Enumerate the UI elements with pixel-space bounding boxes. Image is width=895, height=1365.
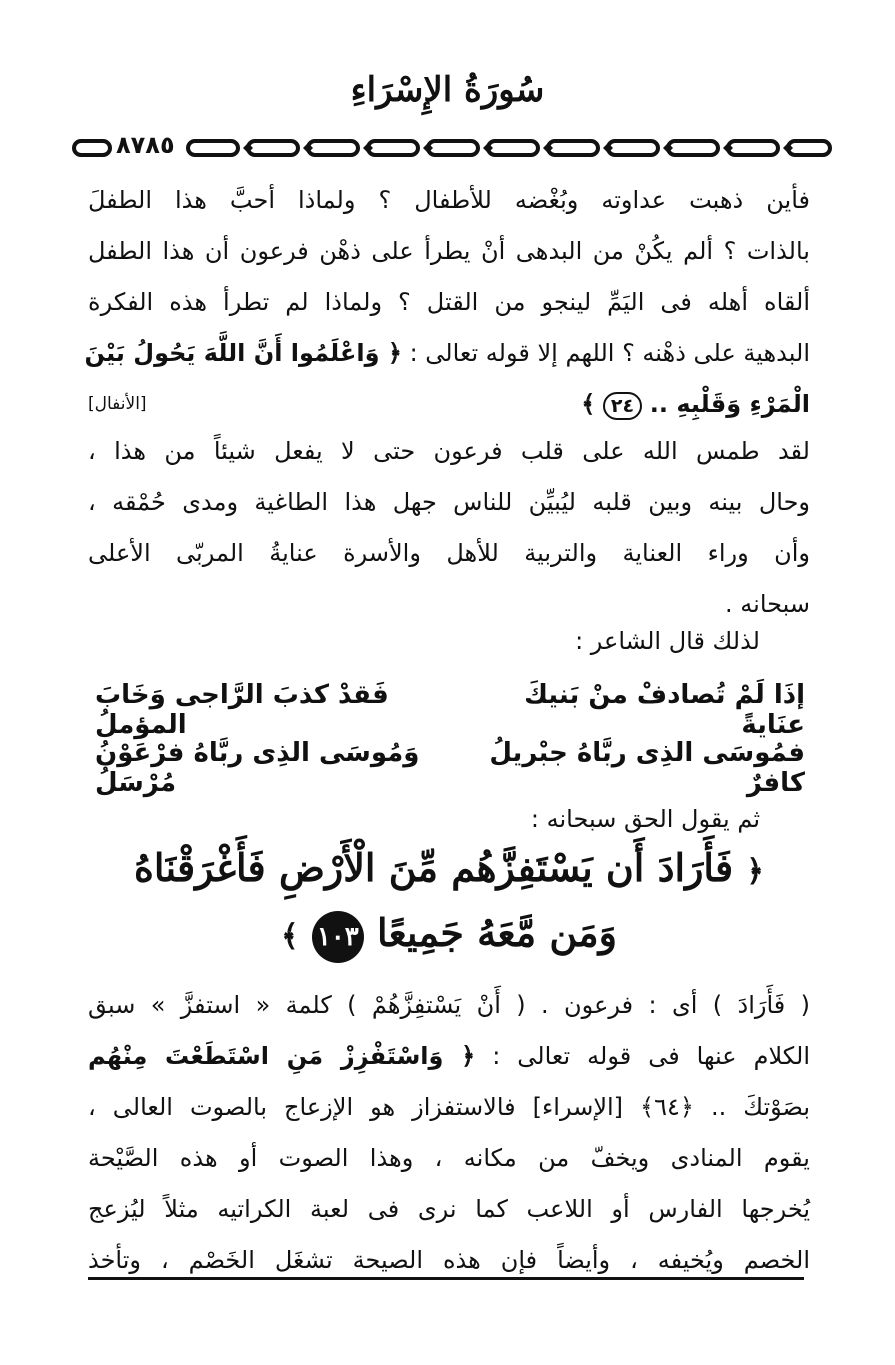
paragraph-line: وحال بينه وبين قلبه ليُبيِّن للناس جهل هذا الطاغية ومدى حُمْقه ، [88,488,810,516]
quran-verse-line [88,910,810,963]
hemistich-second: وَمُوسَى الذِى ربَّاهُ فرْعَوْنُ مُرْسَلُ [95,738,420,798]
quran-quote: ﴿ وَاسْتَفْزِزْ مَنِ اسْتَطَعْتَ مِنْهُم [88,1042,476,1070]
paragraph-line: الخصم ويُخيفه ، وأيضاً فإن هذه الصيحة تشغَل الخَصْم ، وتأخذ [88,1246,810,1274]
hemistich-first: فمُوسَى الذِى ربَّاهُ جبْريلُ كافرٌ [489,738,805,798]
ornament-close-icon: ﴾ [280,919,299,954]
footer-rule [88,1277,804,1280]
quran-quote: الْمَرْءِ وَقَلْبِهِ .. [649,390,810,418]
decorative-border [70,133,835,163]
paragraph-line: بالذات ؟ ألم يكُنْ من البدهى أنْ يطرأ على ذهْن فرعون أن هذا الطفل [88,237,810,265]
hemistich-second: فَقدْ كذبَ الرَّاجى وَخَابَ المؤملُ [95,680,389,740]
paragraph-line: بصَوْتكَ .. ﴿٦٤﴾ [الإسراء] فالاستفزاز هو الإزعاج بالصوت العالى ، [88,1093,811,1121]
paragraph-line: وأن وراء العناية والتربية للأهل والأسرة عنايةُ المربّى الأعلى [88,539,810,567]
verse-text: فَأَرَادَ أَن يَسْتَفِزَّهُم مِّنَ الْأَرْضِ فَأَغْرَقْنَاهُ [134,845,734,890]
paragraph-line: يقوم المنادى ويخفّ من مكانه ، وهذا الصوت أو هذه الصَّيْحة [88,1144,810,1172]
verse-text: وَمَن مَّعَهُ جَمِيعًا [377,910,618,955]
paragraph-line: ( فَأَرَادَ ) أى : فرعون . ( أَنْ يَسْتفِزَّهُمْ ) كلمة « استفزَّ » سبق [88,991,810,1019]
line-text: البدهية على ذهْنه ؟ اللهم إلا قوله تعالى : [409,339,810,367]
page-number: ٨٧٨٥ [112,131,179,159]
poem-verse [95,680,805,740]
ayah-number-badge: ٢٤ [603,392,642,420]
paragraph-line [84,328,810,379]
poem-intro: لذلك قال الشاعر : [575,627,760,655]
hemistich-first: إذَا لَمْ تُصادفْ منْ بَنيكَ عنَايةً [524,680,805,740]
paragraph-line [88,379,810,430]
paragraph-line: ألقاه أهله فى اليَمِّ لينجو من القتل ؟ ولماذا لم تطرأ هذه الفكرة [88,288,810,316]
paragraph-line: سبحانه . [725,590,810,618]
paragraph-line: يُخرجها الفارس أو اللاعب كما نرى فى لعبة الكراتيه مثلاً ليُزعج [88,1195,810,1223]
quran-verse-line [88,845,810,890]
paragraph-line [88,1031,810,1082]
poem-verse [95,738,805,798]
paragraph-line: فأين ذهبت عداوته وبُغْضه للأطفال ؟ ولماذا أحبَّ هذا الطفلَ [88,186,810,214]
paragraph-1 [84,175,810,430]
ayah-number-medallion: ١٠٣ [312,911,364,963]
quran-quote: ﴿ وَاعْلَمُوا أَنَّ اللَّهَ يَحُولُ بَيْنَ [84,339,402,367]
paragraph-2 [88,426,810,630]
line-text: الكلام عنها فى قوله تعالى : [492,1042,811,1070]
ornament-open-icon: ﴿ [746,854,764,889]
surah-title: سُورَةُ الإِسْرَاءِ [350,70,545,110]
verse-lead: ثم يقول الحق سبحانه : [530,805,760,833]
quran-bracket: ﴾ [581,390,596,418]
paragraph-3 [88,980,810,1286]
paragraph-line: لقد طمس الله على قلب فرعون حتى لا يفعل شيئاً من هذا ، [88,437,810,465]
surah-reference: [الأنفال] [88,394,147,414]
